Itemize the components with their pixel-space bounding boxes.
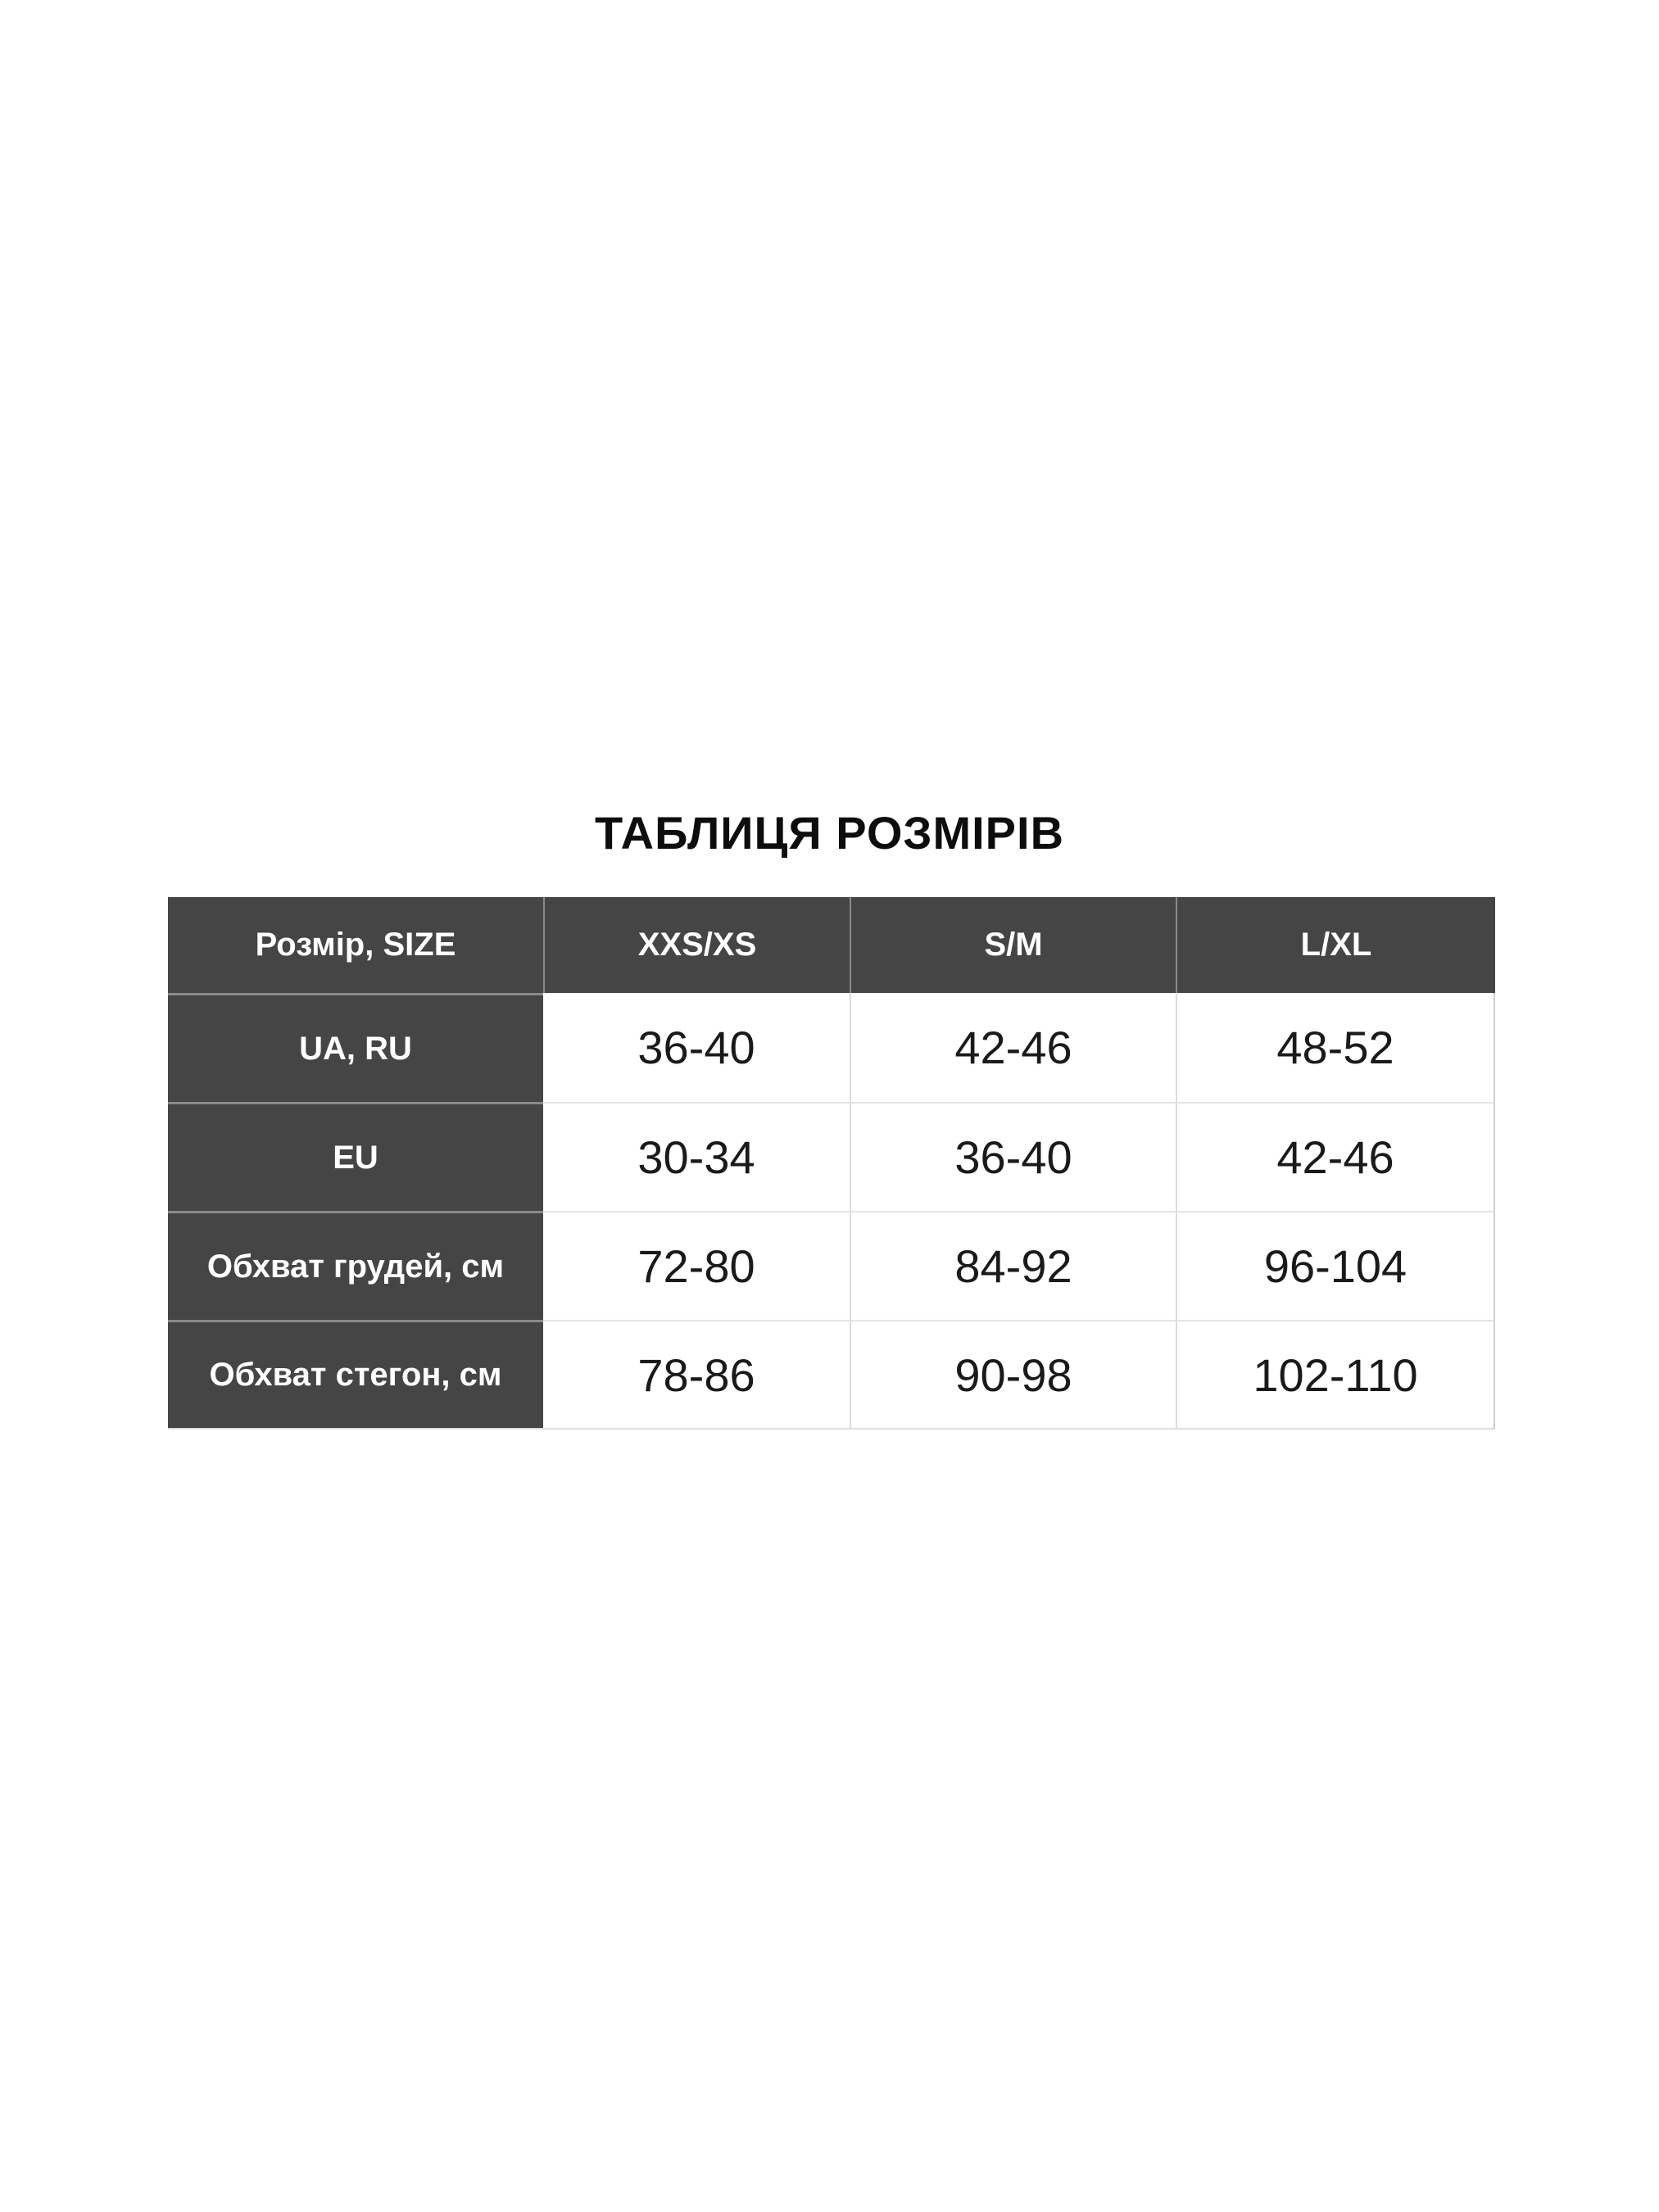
page-title: ТАБЛИЦЯ РОЗМІРІВ — [594, 807, 1065, 859]
data-cell-ua-ru-s-m: 42-46 — [850, 993, 1176, 1102]
data-cell-chest-l-xl: 96-104 — [1176, 1211, 1495, 1320]
data-cell-chest-xxs-xs: 72-80 — [543, 1211, 850, 1320]
data-cell-hip-l-xl: 102-110 — [1176, 1320, 1495, 1430]
header-cell-s-m: S/M — [850, 897, 1176, 993]
data-cell-ua-ru-xxs-xs: 36-40 — [543, 993, 850, 1102]
data-cell-hip-xxs-xs: 78-86 — [543, 1320, 850, 1430]
header-cell-l-xl: L/XL — [1176, 897, 1495, 993]
data-cell-chest-s-m: 84-92 — [850, 1211, 1176, 1320]
row-label-hip-girth: Обхват стегон, см — [168, 1320, 543, 1430]
data-cell-eu-xxs-xs: 30-34 — [543, 1102, 850, 1211]
data-cell-hip-s-m: 90-98 — [850, 1320, 1176, 1430]
row-label-chest-girth: Обхват грудей, см — [168, 1211, 543, 1320]
size-table — [168, 897, 1495, 1430]
data-cell-eu-s-m: 36-40 — [850, 1102, 1176, 1211]
header-cell-xxs-xs: XXS/XS — [543, 897, 850, 993]
data-cell-ua-ru-l-xl: 48-52 — [1176, 993, 1495, 1102]
row-label-eu: EU — [168, 1102, 543, 1211]
row-label-ua-ru: UA, RU — [168, 993, 543, 1102]
data-cell-eu-l-xl: 42-46 — [1176, 1102, 1495, 1211]
header-cell-size-label: Розмір, SIZE — [168, 897, 543, 993]
